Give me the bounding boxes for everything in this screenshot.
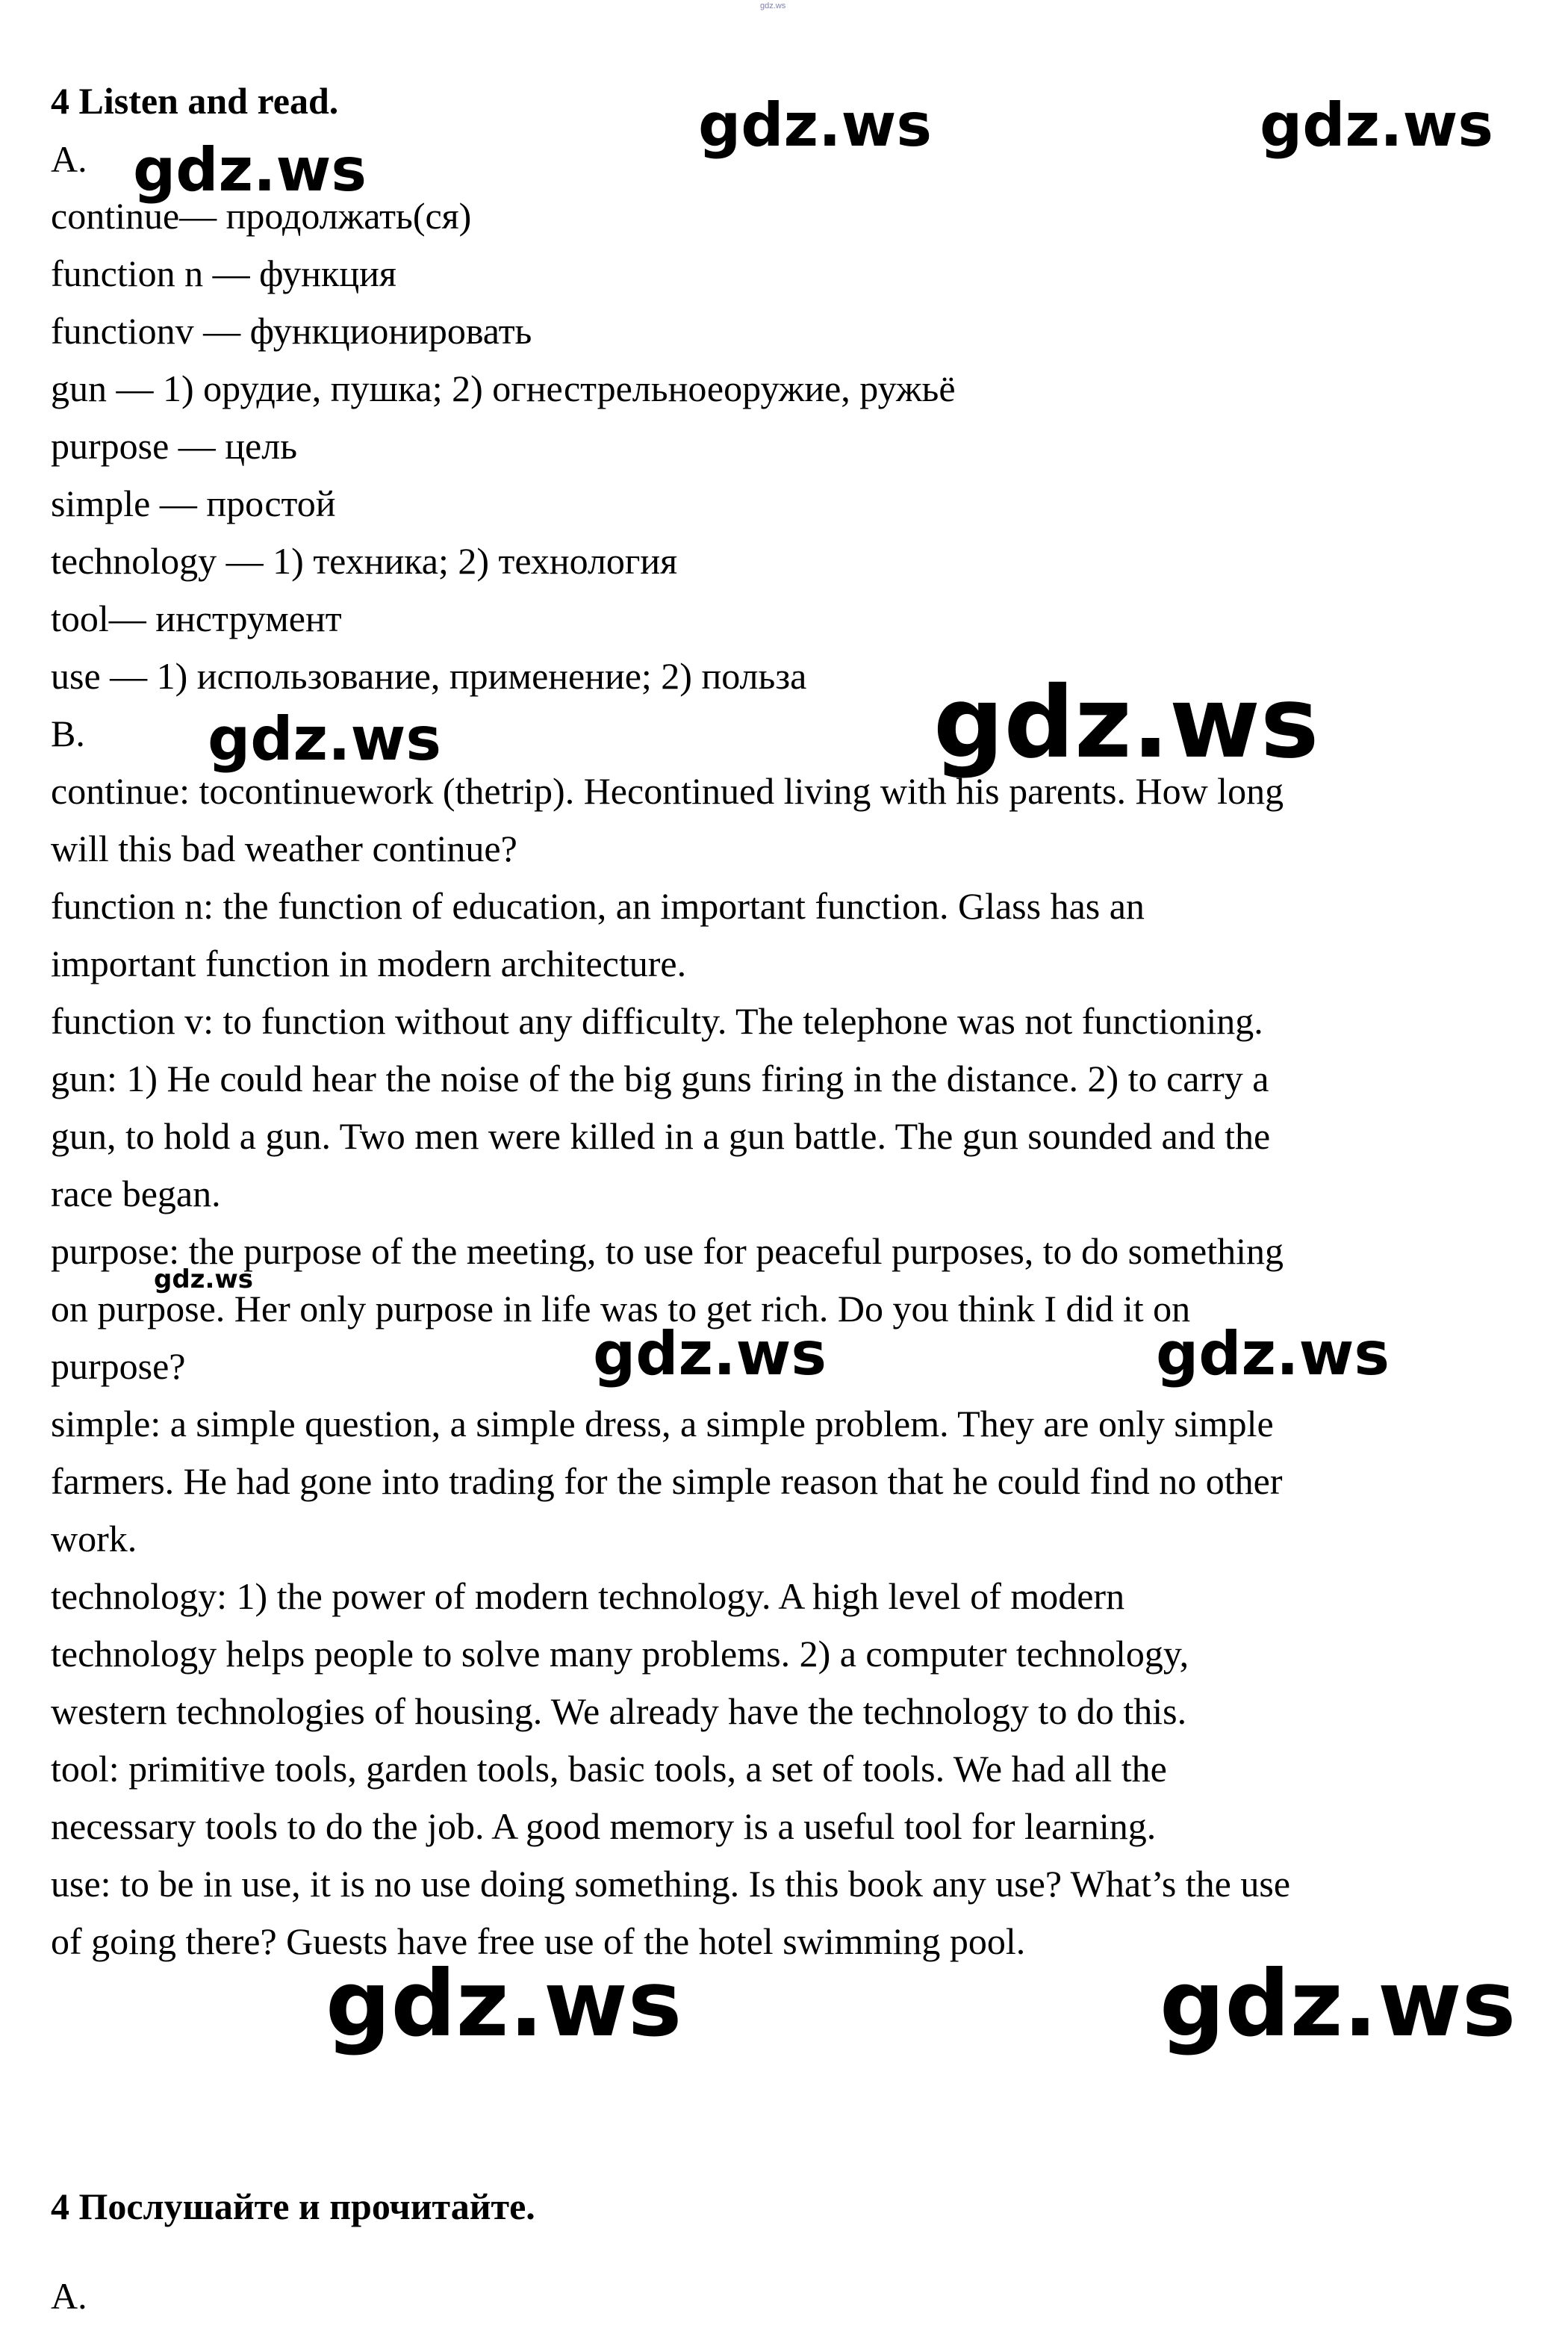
example-line: will this bad weather continue?	[51, 828, 517, 869]
exercise-heading: 4 Listen and read.	[51, 80, 339, 122]
example-line: simple: a simple question, a simple dress, a simple problem. They are only simple	[51, 1403, 1274, 1445]
example-line: purpose: the purpose of the meeting, to use for peaceful purposes, to do something	[51, 1230, 1284, 1272]
example-line: farmers. He had gone into trading for the simple reason that he could find no other	[51, 1460, 1283, 1502]
example-line: on purpose. Her only purpose in life was to get rich. Do you think I did it on	[51, 1288, 1191, 1329]
watermark: gdz.ws	[208, 704, 442, 774]
watermark: gdz.ws	[1260, 90, 1494, 160]
example-line: necessary tools to do the job. A good memory is a useful tool for learning.	[51, 1805, 1157, 1847]
vocab-line: functionv — функционировать	[51, 310, 532, 352]
example-line: function n: the function of education, an important function. Glass has an	[51, 885, 1145, 927]
example-line: purpose?	[51, 1345, 186, 1387]
watermark: gdz.ws	[326, 1951, 682, 2057]
example-line: gun, to hold a gun. Two men were killed in a gun battle. The gun sounded and the	[51, 1115, 1271, 1157]
watermark: gdz.ws	[1156, 1319, 1390, 1388]
example-line: of going there? Guests have free use of the hotel swimming pool.	[51, 1920, 1026, 1962]
example-line: work.	[51, 1518, 137, 1560]
vocab-line: technology — 1) техника; 2) технология	[51, 540, 678, 582]
watermark: gdz.ws	[698, 90, 933, 160]
translation-section-label: A.	[51, 2275, 87, 2317]
example-line: important function in modern architecture.	[51, 943, 687, 984]
example-line: technology helps people to solve many problems. 2) a computer technology,	[51, 1633, 1189, 1675]
example-line: tool: primitive tools, garden tools, basic tools, a set of tools. We had all the	[51, 1748, 1167, 1790]
watermark: gdz.ws	[154, 1265, 254, 1294]
example-line: western technologies of housing. We already have the technology to do this.	[51, 1690, 1187, 1732]
vocab-line: tool— инструмент	[51, 598, 342, 639]
vocab-line: purpose — цель	[51, 425, 298, 467]
vocab-line: simple — простой	[51, 482, 336, 524]
watermark: gdz.ws	[593, 1319, 827, 1388]
page-header-watermark: gdz.ws	[760, 1, 786, 10]
vocab-line: use — 1) использование, применение; 2) польза	[51, 655, 807, 697]
example-line: race began.	[51, 1173, 221, 1214]
example-line: use: to be in use, it is no use doing something. Is this book any use? What’s the use	[51, 1863, 1291, 1905]
vocab-line: continue— продолжать(ся)	[51, 195, 472, 237]
translation-heading: 4 Послушайте и прочитайте.	[51, 2185, 535, 2227]
example-line: continue: tocontinuework (thetrip). Hecontinued living with his parents. How long	[51, 770, 1284, 812]
example-line: gun: 1) He could hear the noise of the big guns firing in the distance. 2) to carry a	[51, 1058, 1269, 1099]
example-line: function v: to function without any difficulty. The telephone was not functioning.	[51, 1000, 1263, 1042]
watermark: gdz.ws	[1160, 1951, 1516, 2057]
section-label-b: B.	[51, 713, 85, 754]
example-line: technology: 1) the power of modern technology. A high level of modern	[51, 1575, 1125, 1617]
section-label-a: A.	[51, 138, 87, 180]
watermark: gdz.ws	[933, 665, 1319, 781]
watermark: gdz.ws	[133, 135, 367, 205]
vocab-line: function n — функция	[51, 252, 396, 294]
vocab-line: gun — 1) орудие, пушка; 2) огнестрельноеоружие, ружьё	[51, 367, 956, 409]
